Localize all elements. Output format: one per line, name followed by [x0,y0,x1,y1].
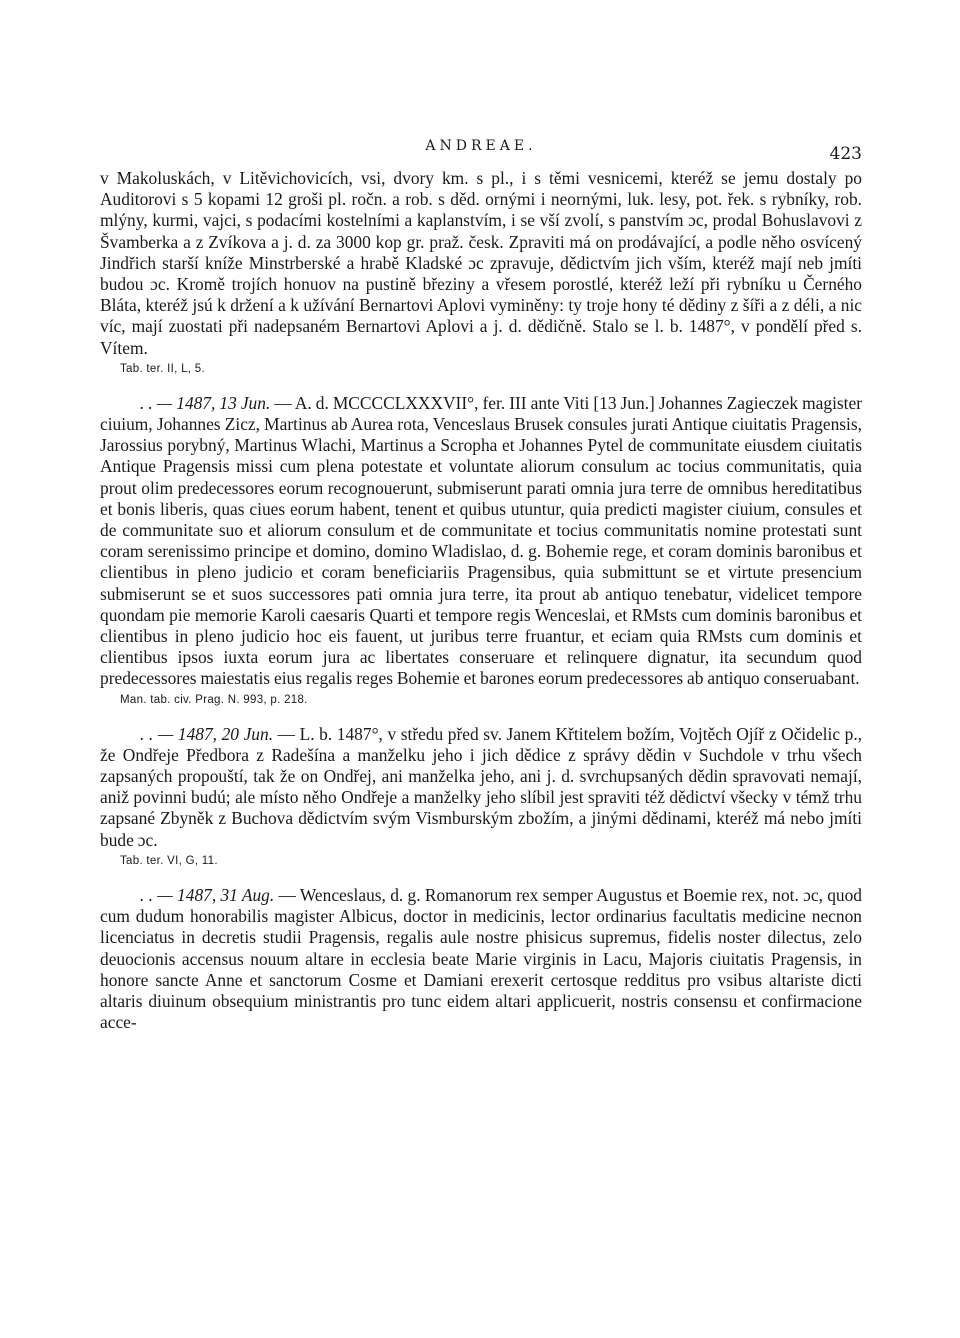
entry-date: . . — 1487, 13 Jun. [140,392,271,413]
running-title: ANDREAE. [425,138,537,154]
source-reference: Tab. ter. II, L, 5. [120,362,205,375]
page-number: 423 [829,144,862,164]
source-reference: Tab. ter. VI, G, 11. [120,854,218,867]
entry-paragraph [100,885,862,1033]
entry-text: — Wenceslaus, d. g. Romanorum rex semper Augustus et Boemie rex, not. ɔc, quod cum dudum honorabilis magister Albicus, doctor in medicinis, lector ordinarius facultatis medicine necnon licenciatus in decretis studii Pragensis, regalis aule nostre phisicus supremus, fidelis noster dilectus, zelo deuocionis accensus nouum altare in ecclesia beate Marie virginis in Lacu, Majoris ciuitatis Pragensis, in honore sancte Anne et sanctorum Cosme et Damiani erexerit certosque redditus pro vsibus altariste dicti altaris diuinum obsequium ministrantis pro tunc eidem altari applicuerit, nostris consensu et confirmacione acce- [100,884,863,1033]
entry-date: . . — 1487, 20 Jun. [140,723,274,744]
running-head [100,128,862,168]
source-reference: Man. tab. civ. Prag. N. 993, p. 218. [120,693,308,706]
entry-paragraph [100,168,862,359]
entry-date: . . — 1487, 31 Aug. [140,884,275,905]
entry-paragraph [100,724,862,851]
entry-text: v Makoluskách, v Litěvichovicích, vsi, dvory km. s pl., i s těmi vesnicemi, kteréž se jemu dostaly po Auditorovi s 5 kopami 12 groši pl. ročn. a rob. s děd. ornými i neornými, luk. lesy, pot. řek. s rybníky, rob. mlýny, kurmi, vajci, s podacími kostelními a kaplanstvím, i se vší zvolí, s panstvím ɔc, prodal Bohuslavovi z Švamberka a z Zvíkova a j. d. za 3000 kop gr. praž. česk. Zpraviti má on prodávající, a podle něho osvícený Jindřich starší kníže Minstrberské a hrabě Kladské ɔc zpravuje, dědictvím jich vším, kteréž mají neb jmíti budou ɔc. Kromě trojích honuov na pustině březiny a vřesem porostlé, kteréž leží při rybníku u Černého Bláta, kteréž jsú k držení a k užívání Bernartovi Aplovi vyminěny: ty troje hony té dědiny z šíři a z déli, a nic víc, mají zuostati při nadepsaném Bernartovi Aplovi a j. d. dědičně. Stalo se l. b. 1487°, v pondělí před s. Vítem. [100,168,862,358]
document-page [100,128,862,1033]
entry-text: — L. b. 1487°, v středu před sv. Janem Křtitelem božím, Vojtěch Ojíř z Očidelic p., že Ondřeje Předbora z Radešína a manželku jeho i jich dědice z správy dědin v Suchdole v trhu všech zapsaných propouští, tak že on Ondřej, ani manželka jeho, ani j. d. svrchupsaných dědin spravovati nemají, aniž povinni budú; ale místo něho Ondřeje a manželky jeho slíbil jest spraviti též dědictví všecky v témž trhu zapsané Zbyněk z Buchova dědictvím svým Vismburským zbožím, a jinými dědinami, kteréž má nebo jmíti bude ɔc. [100,723,863,850]
entry-text: — A. d. MCCCCLXXXVII°, fer. III ante Viti [13 Jun.] Johannes Zagieczek magister ciuium, Johannes Zicz, Martinus ab Aurea rota, Venceslaus Brusek consules jurati Antique ciuitatis Pragensis, Jarossius porybný, Martinus Wlachi, Martinus a Scropha et Johannes Pytel de communitate eiusdem ciuitatis Antique Pragensis missi cum plena potestate et voluntate aliorum consulum ac tocius communitatis, quia prout olim predecessores eorum recognouerunt, submiserunt parati omnia jura terre de omnibus hereditatibus et bonis liberis, quas ciues eorum habent, tenent et quibus utuntur, quia predicti magister ciuium, consules et de communitate suo et aliorum consulum et de communitate et tocius communitatis nomine protestati sunt coram serenissimo principe et domino, domino Wladislao, d. g. Bohemie rege, et coram dominis baronibus et clientibus in pleno judicio et coram beneficiariis Pragensibus, quia submittunt se et virtute presencium submiserunt se et suos successores pati omnia jura terre, ita prout ab antiquo tenebatur, videlicet tempore quondam pie memorie Karoli caesaris Quarti et tempore regis Wenceslai, et RMsts cum dominis baronibus et clientibus in pleno judicio hoc eis fauent, ut juribus terre fruantur, et eciam quia RMsts cum dominis et clientibus ipsos iuxta eorum jura ac libertates conseruare et relinquere dignatur, ita secundum quod predecessores maiestatis eius regalis reges Bohemie et barones eorum predecessores ab antiquo conseruabant. [100,392,863,689]
entry-paragraph [100,393,862,690]
